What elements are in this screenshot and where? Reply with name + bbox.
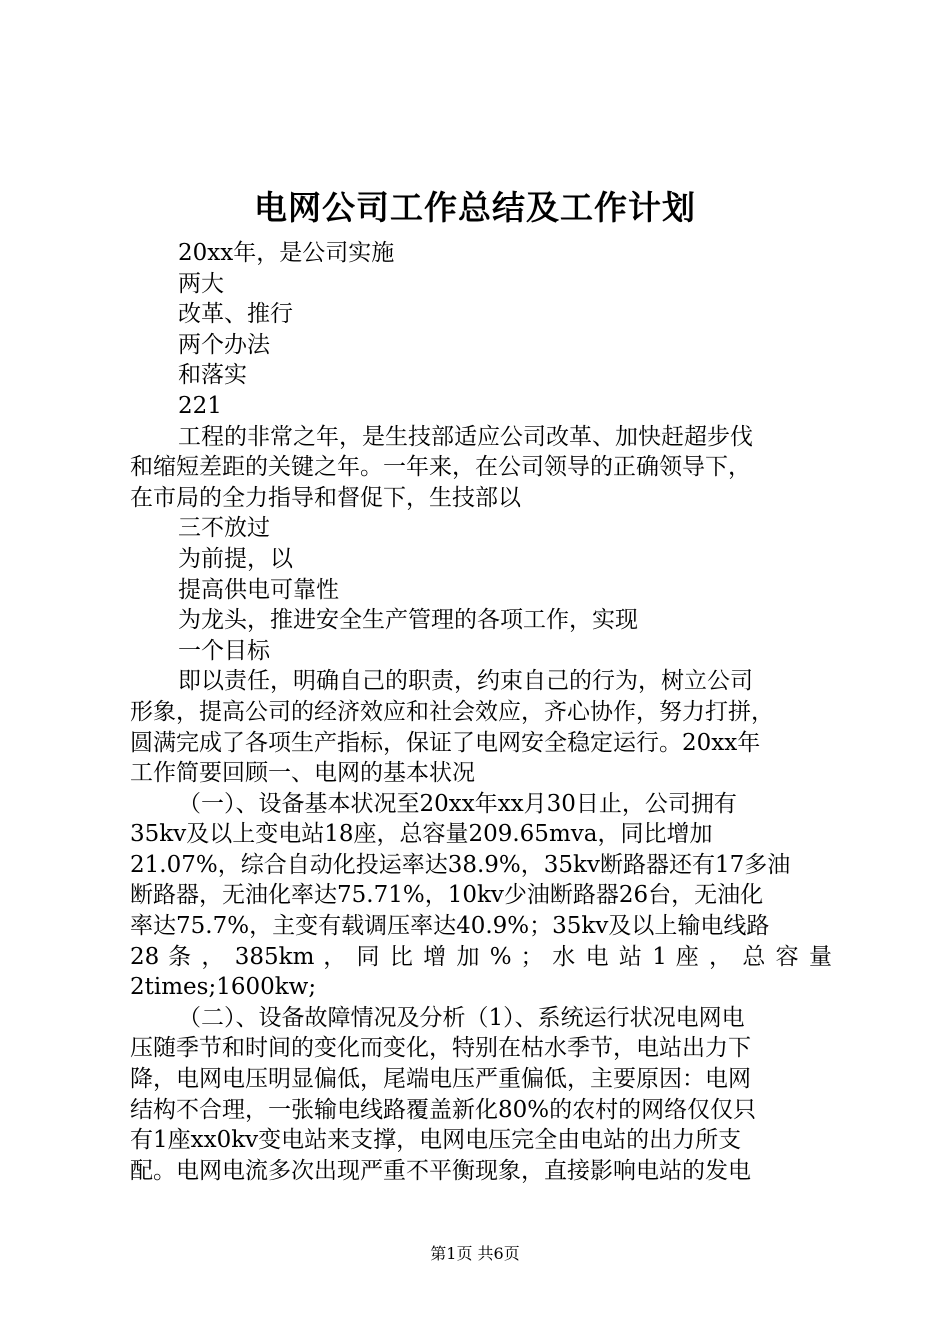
text-line: 结构不合理，一张输电线路覆盖新化80%的农村的网络仅仅只 [130,1096,757,1123]
text-line: 2times;1600kw; [130,974,317,1001]
text-line: 降，电网电压明显偏低，尾端电压严重偏低，主要原因：电网 [130,1066,751,1093]
text-line: 形象，提高公司的经济效应和社会效应，齐心协作，努力打拼， [130,698,774,725]
text-line: 和缩短差距的关键之年。一年来，在公司领导的正确领导下， [130,454,751,481]
text-line: 21.07%，综合自动化投运率达38.9%，35kv断路器还有17多油 [130,851,791,878]
text-line: 20xx年，是公司实施 [178,240,395,266]
text-line: 有1座xx0kv变电站来支撑，电网电压完全由电站的出力所支 [130,1127,742,1154]
text-line: 28 条 ， 385km ， 同 比 增 加 % ； 水 电 站 1 座 ， 总 容 量 [130,943,832,970]
document-body [130,238,832,1186]
text-line: 配。电网电流多次出现严重不平衡现象，直接影响电站的发电 [130,1157,751,1184]
text-line: 圆满完成了各项生产指标，保证了电网安全稳定运行。20xx年 [130,729,761,756]
text-line: 断路器，无油化率达75.71%，10kv少油断路器26台，无油化 [130,882,764,909]
page-number-footer: 第1页 共6页 [430,1244,520,1263]
text-line: 221 [178,392,222,419]
text-line: 改革、推行 [178,301,293,328]
text-line: （二）、设备故障情况及分析（1）、系统运行状况电网电 [178,1004,745,1031]
document-title: 电网公司工作总结及工作计划 [254,188,696,227]
text-line: 一个目标 [178,637,270,664]
text-line: 为前提，以 [178,545,293,572]
text-line: 35kv及以上变电站18座，总容量209.65mva，同比增加 [130,821,713,848]
text-line: 在市局的全力指导和督促下，生技部以 [130,484,521,511]
text-line: 两个办法 [178,331,270,358]
text-line: 即以责任，明确自己的职责，约束自己的行为，树立公司 [178,668,753,695]
text-line: （一）、设备基本状况至20xx年xx月30日止，公司拥有 [178,790,737,817]
text-line: 工作简要回顾一、电网的基本状况 [130,760,475,787]
text-line: 工程的非常之年，是生技部适应公司改革、加快赶超步伐 [178,423,753,450]
text-line: 两大 [178,270,224,297]
text-line: 和落实 [178,362,247,389]
text-line: 提高供电可靠性 [178,576,339,603]
text-line: 三不放过 [178,515,270,542]
text-line: 率达75.7%，主变有载调压率达40.9%；35kv及以上输电线路 [130,913,770,940]
text-line: 压随季节和时间的变化而变化，特别在枯水季节，电站出力下 [130,1035,751,1062]
text-line: 为龙头，推进安全生产管理的各项工作，实现 [178,607,638,634]
